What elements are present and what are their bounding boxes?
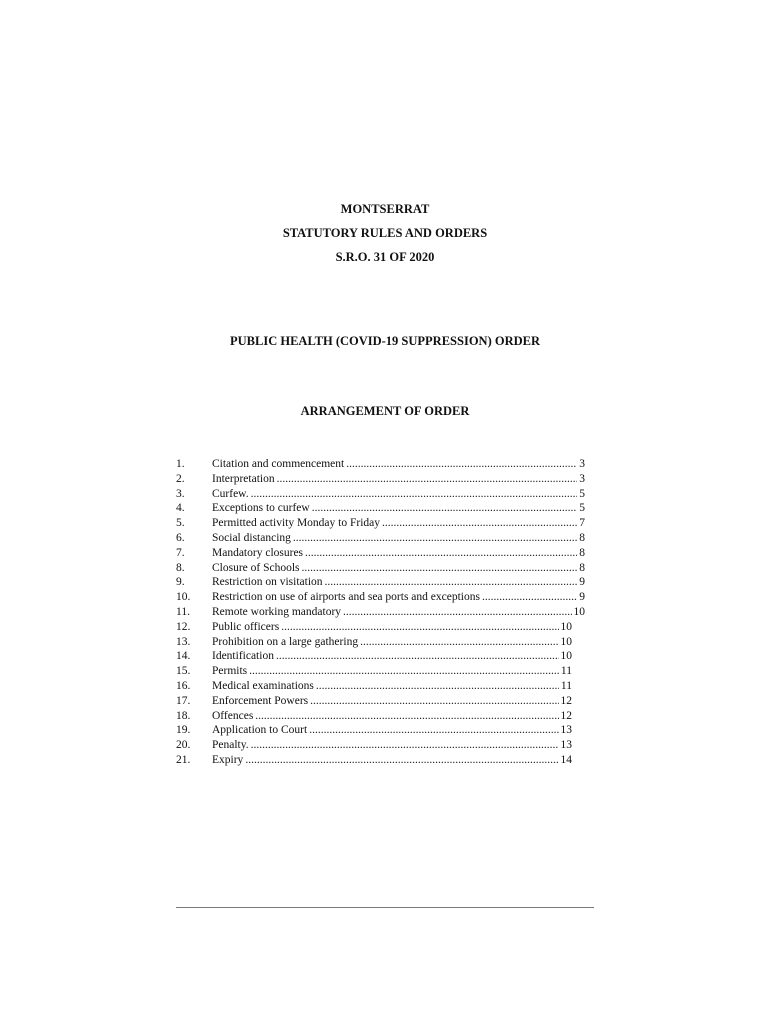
toc-entry-page: 14: [560, 753, 572, 766]
toc-entry-page: 10: [560, 635, 572, 648]
toc-entry-line: [212, 605, 585, 620]
toc-entry-title: Permitted activity Monday to Friday: [212, 517, 381, 530]
series-heading: STATUTORY RULES AND ORDERS: [282, 226, 488, 240]
toc-entry: [176, 575, 586, 590]
toc-entry-title: Identification: [212, 650, 274, 663]
toc-entry: [176, 620, 586, 635]
toc-entry-number: 16.: [176, 679, 191, 692]
toc-entry-line: [212, 738, 572, 753]
toc-entry-number: 12.: [176, 620, 191, 633]
toc-dot-leader: [309, 723, 558, 738]
toc-dot-leader: [346, 457, 577, 472]
toc-entry-title: Permits: [212, 665, 248, 678]
toc-entry-page: 12: [560, 694, 572, 707]
toc-entry-title: Medical examinations: [212, 679, 314, 692]
toc-entry: [176, 679, 586, 694]
toc-entry-title: Restriction on use of airports and sea ports and exceptions: [212, 591, 480, 604]
toc-entry-number: 14.: [176, 650, 191, 663]
toc-entry-number: 9.: [176, 576, 185, 589]
toc-entry-line: [212, 620, 572, 635]
toc-entry: [176, 694, 586, 709]
toc-entry-page: 9: [579, 591, 585, 604]
toc-entry: [176, 590, 586, 605]
toc-entry-number: 8.: [176, 561, 185, 574]
toc-entry-page: 13: [560, 739, 572, 752]
toc-entry-line: [212, 472, 585, 487]
toc-entry-page: 11: [560, 665, 572, 678]
toc-entry: [176, 487, 586, 502]
order-title: PUBLIC HEALTH (COVID-19 SUPPRESSION) ORDER: [230, 334, 540, 348]
toc-entry-line: [212, 487, 585, 502]
toc-entry-title: Restriction on visitation: [212, 576, 323, 589]
toc-entry-line: [212, 709, 572, 724]
toc-entry-number: 13.: [176, 635, 191, 648]
toc-dot-leader: [482, 590, 577, 605]
toc-entry-page: 9: [579, 576, 585, 589]
toc-entry-title: Mandatory closures: [212, 546, 304, 559]
toc-entry: [176, 753, 586, 768]
toc-entry-page: 10: [573, 605, 585, 618]
toc-entry-title: Social distancing: [212, 531, 291, 544]
toc-dot-leader: [281, 620, 558, 635]
toc-entry-title: Exceptions to curfew: [212, 502, 310, 515]
toc-dot-leader: [255, 709, 558, 724]
toc-entry-page: 11: [560, 679, 572, 692]
toc-entry-page: 13: [560, 724, 572, 737]
toc-entry-number: 18.: [176, 709, 191, 722]
toc-entry-page: 5: [579, 487, 585, 500]
toc-entry-title: Enforcement Powers: [212, 694, 309, 707]
arrangement-heading: ARRANGEMENT OF ORDER: [300, 404, 470, 418]
toc-entry-page: 7: [579, 517, 585, 530]
toc-entry-number: 15.: [176, 665, 191, 678]
toc-entry-line: [212, 501, 585, 516]
toc-entry-number: 10.: [176, 591, 191, 604]
footer-divider: [176, 907, 594, 908]
toc-entry-line: [212, 531, 585, 546]
toc-entry-line: [212, 457, 585, 472]
country-heading: MONTSERRAT: [340, 202, 430, 216]
toc-entry-line: [212, 561, 585, 576]
table-of-contents: [176, 457, 586, 768]
toc-entry-page: 12: [560, 709, 572, 722]
toc-dot-leader: [276, 649, 559, 664]
toc-entry-line: [212, 694, 572, 709]
toc-dot-leader: [293, 531, 577, 546]
toc-dot-leader: [382, 516, 577, 531]
toc-entry-page: 8: [579, 546, 585, 559]
toc-entry-line: [212, 575, 585, 590]
toc-entry-number: 1.: [176, 458, 185, 470]
toc-entry-number: 21.: [176, 753, 191, 766]
toc-dot-leader: [245, 753, 558, 768]
toc-entry-line: [212, 753, 572, 768]
toc-entry-number: 17.: [176, 694, 191, 707]
toc-entry-title: Prohibition on a large gathering: [212, 635, 359, 648]
toc-entry-title: Citation and commencement: [212, 458, 345, 470]
sro-number-heading: S.R.O. 31 OF 2020: [335, 250, 435, 264]
toc-dot-leader: [251, 487, 578, 502]
toc-entry-line: [212, 649, 572, 664]
toc-entry: [176, 531, 586, 546]
toc-entry-title: Offences: [212, 709, 254, 722]
toc-entry: [176, 635, 586, 650]
toc-entry-number: 20.: [176, 739, 191, 752]
toc-entry-number: 6.: [176, 531, 185, 544]
toc-entry-title: Penalty.: [212, 739, 249, 752]
toc-entry-number: 2.: [176, 472, 185, 485]
toc-entry-line: [212, 590, 585, 605]
toc-entry: [176, 664, 586, 679]
toc-dot-leader: [277, 472, 578, 487]
toc-entry-line: [212, 635, 572, 650]
toc-dot-leader: [360, 635, 558, 650]
toc-entry: [176, 546, 586, 561]
toc-entry-title: Application to Court: [212, 724, 308, 737]
toc-entry: [176, 709, 586, 724]
toc-entry-page: 8: [579, 531, 585, 544]
toc-entry: [176, 605, 586, 620]
toc-entry-number: 11.: [176, 605, 190, 618]
toc-dot-leader: [305, 546, 577, 561]
toc-dot-leader: [249, 664, 559, 679]
toc-dot-leader: [343, 605, 571, 620]
toc-entry: [176, 723, 586, 738]
toc-entry-line: [212, 723, 572, 738]
toc-entry-title: Interpretation: [212, 472, 275, 485]
toc-entry-line: [212, 679, 572, 694]
toc-entry-page: 3: [579, 458, 585, 470]
toc-dot-leader: [325, 575, 578, 590]
toc-dot-leader: [310, 694, 558, 709]
toc-entry: [176, 738, 586, 753]
toc-entry-number: 3.: [176, 487, 185, 500]
toc-entry: [176, 457, 586, 472]
toc-entry: [176, 472, 586, 487]
toc-entry: [176, 561, 586, 576]
toc-entry-page: 10: [560, 620, 572, 633]
toc-entry-title: Remote working mandatory: [212, 605, 342, 618]
toc-dot-leader: [302, 561, 578, 576]
toc-entry-line: [212, 516, 585, 531]
toc-entry-title: Expiry: [212, 753, 244, 766]
toc-entry: [176, 649, 586, 664]
toc-entry-page: 10: [560, 650, 572, 663]
toc-entry-title: Closure of Schools: [212, 561, 300, 574]
toc-entry-number: 5.: [176, 517, 185, 530]
toc-entry: [176, 516, 586, 531]
toc-entry-number: 4.: [176, 502, 185, 515]
toc-entry-line: [212, 664, 572, 679]
toc-entry: [176, 501, 586, 516]
toc-entry-title: Public officers: [212, 620, 280, 633]
toc-entry-line: [212, 546, 585, 561]
toc-dot-leader: [251, 738, 559, 753]
toc-dot-leader: [312, 501, 578, 516]
toc-entry-number: 7.: [176, 546, 185, 559]
toc-entry-page: 3: [579, 472, 585, 485]
toc-entry-page: 8: [579, 561, 585, 574]
toc-entry-title: Curfew.: [212, 487, 249, 500]
toc-entry-page: 5: [579, 502, 585, 515]
toc-entry-number: 19.: [176, 724, 191, 737]
toc-dot-leader: [316, 679, 559, 694]
